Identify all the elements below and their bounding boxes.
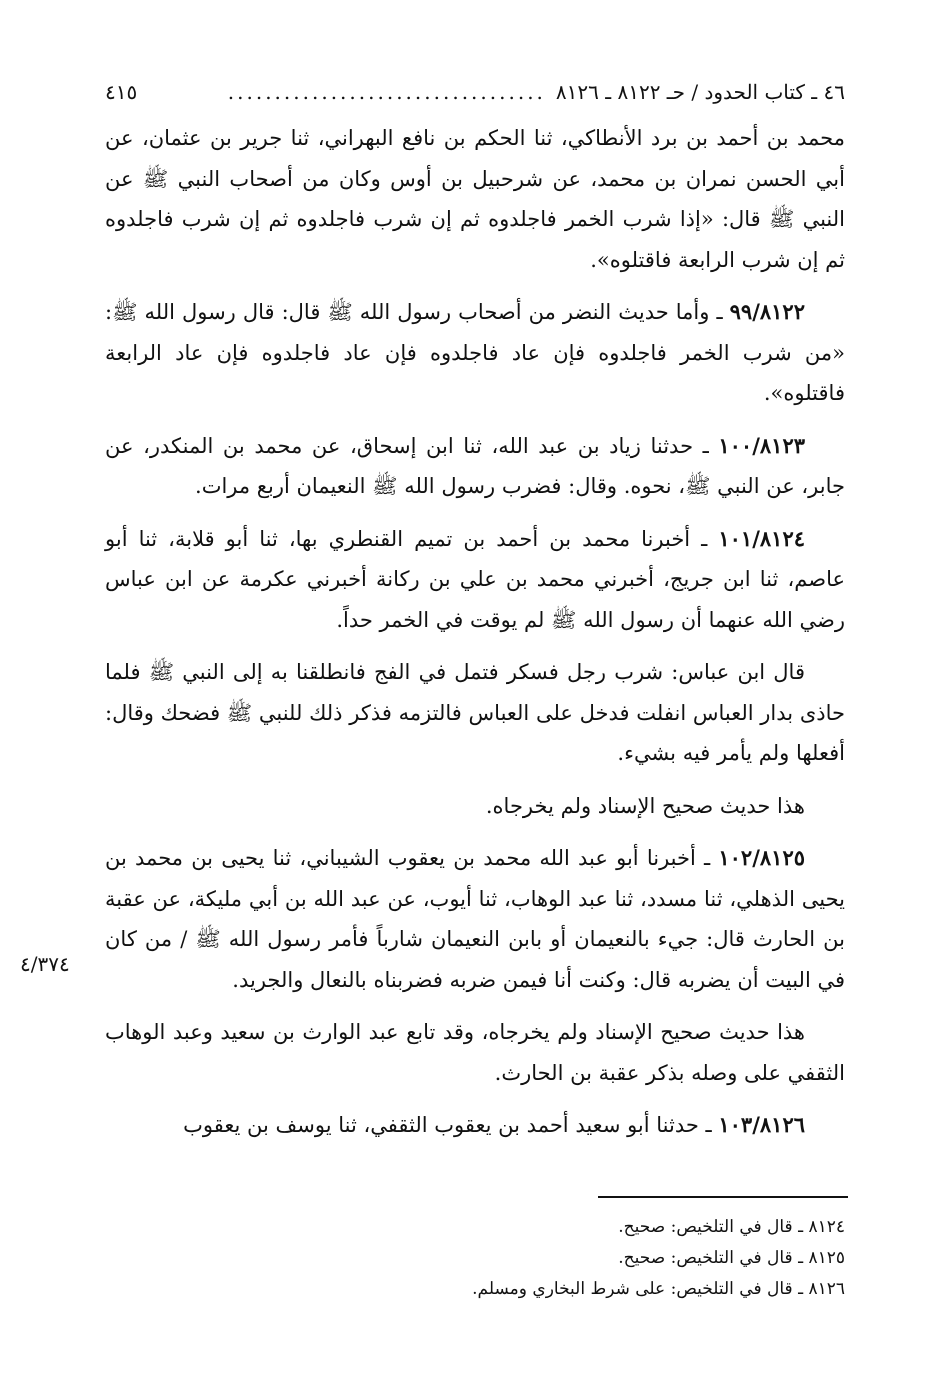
paragraph-text: ـ حدثنا زياد بن عبد الله، ثنا ابن إسحاق، عن محمد بن المنكدر، عن جابر، عن النبي ﷺ، نحوه. وقال: فضرب رسول الله ﷺ النعيمان أربع مرات. bbox=[105, 433, 845, 498]
footnotes bbox=[105, 1212, 845, 1305]
footnote: ٨١٢٦ ـ قال في التلخيص: على شرط البخاري ومسلم. bbox=[472, 1279, 845, 1299]
paragraph-text: قال ابن عباس: شرب رجل فسكر فتمل في الفج فانطلقنا به إلى النبي ﷺ فلما حاذى بدار العباس انفلت فدخل على العباس فالتزمه فذكر ذلك للنبي ﷺ فضحك وقال: أفعلها ولم يأمر فيه بشيء. bbox=[105, 660, 845, 765]
paragraph bbox=[105, 652, 845, 774]
paragraph-text: ـ وأما حديث النضر من أصحاب رسول الله ﷺ قال: قال رسول الله ﷺ: «من شرب الخمر فاجلدوه فإن عاد فاجلدوه فإن عاد فاجلدوه فإن عاد الرابعة فاقتلوه». bbox=[105, 300, 845, 405]
paragraph bbox=[105, 786, 845, 827]
footnote-separator bbox=[598, 1196, 848, 1198]
hadith-number: ١٠٣/٨١٢٦ bbox=[718, 1112, 805, 1137]
paragraph bbox=[105, 292, 845, 414]
page-number: ٤١٥ bbox=[105, 80, 138, 104]
running-header bbox=[105, 72, 845, 112]
paragraph-text: ـ حدثنا أبو سعيد أحمد بن يعقوب الثقفي، ثنا يوسف بن يعقوب bbox=[183, 1113, 719, 1137]
paragraph bbox=[105, 118, 845, 280]
main-text bbox=[105, 118, 845, 1158]
paragraph bbox=[105, 426, 845, 507]
header-leader-dots: .................................. bbox=[227, 80, 546, 104]
paragraph bbox=[105, 519, 845, 641]
paragraph-text: هذا حديث صحيح الإسناد ولم يخرجاه، وقد تابع عبد الوارث بن سعيد وعبد الوهاب الثقفي على وصله بذكر عقبة بن الحارث. bbox=[105, 1020, 845, 1085]
paragraph-text: ـ أخبرنا أبو عبد الله محمد بن يعقوب الشيباني، ثنا يحيى بن محمد بن يحيى الذهلي، ثنا مسدد، ثنا عبد الوهاب، ثنا أيوب، عن عبد الله بن أبي مليكة، عن عقبة بن الحارث قال: جيء بالنعيمان أو بابن النعيمان شارباً فأمر رسول الله ﷺ / من كان في البيت أن يضربه قال: وكنت أنا فيمن ضربه فضربناه بالنعال والجريد. bbox=[105, 846, 845, 992]
paragraph bbox=[105, 1012, 845, 1093]
paragraph-text: هذا حديث صحيح الإسناد ولم يخرجاه. bbox=[485, 793, 805, 818]
header-title: ٤٦ ـ كتاب الحدود / حـ ٨١٢٢ ـ ٨١٢٦ bbox=[555, 80, 845, 104]
paragraph-text: محمد بن أحمد بن برد الأنطاكي، ثنا الحكم بن نافع البهراني، ثنا جرير بن عثمان، عن أبي الحسن نمران بن محمد، عن شرحبيل بن أوس وكان من أصحاب النبي ﷺ عن النبي ﷺ قال: «إذا شرب الخمر فاجلدوه ثم إن شرب فاجلدوه ثم إن شرب فاجلدوه ثم إن شرب الرابعة فاقتلوه». bbox=[105, 126, 845, 272]
hadith-number: ١٠٠/٨١٢٣ bbox=[718, 432, 805, 458]
paragraph bbox=[105, 838, 845, 1000]
hadith-number: ١٠١/٨١٢٤ bbox=[718, 525, 805, 551]
hadith-number: ١٠٢/٨١٢٥ bbox=[718, 845, 805, 870]
paragraph bbox=[105, 1105, 845, 1146]
hadith-number: ٩٩/٨١٢٢ bbox=[729, 299, 805, 324]
footnote: ٨١٢٤ ـ قال في التلخيص: صحيح. bbox=[618, 1217, 845, 1237]
footnote: ٨١٢٥ ـ قال في التلخيص: صحيح. bbox=[618, 1248, 845, 1268]
margin-reference: ٤/٣٧٤ bbox=[20, 952, 70, 976]
paragraph-text: ـ أخبرنا محمد بن أحمد بن تميم القنطري بها، ثنا أبو قلابة، ثنا أبو عاصم، ثنا ابن جريج، أخبرني محمد بن علي بن ركانة أخبرني عكرمة عن ابن عباس رضي الله عنهما أن رسول الله ﷺ لم يوقت في الخمر حداً. bbox=[105, 526, 845, 632]
